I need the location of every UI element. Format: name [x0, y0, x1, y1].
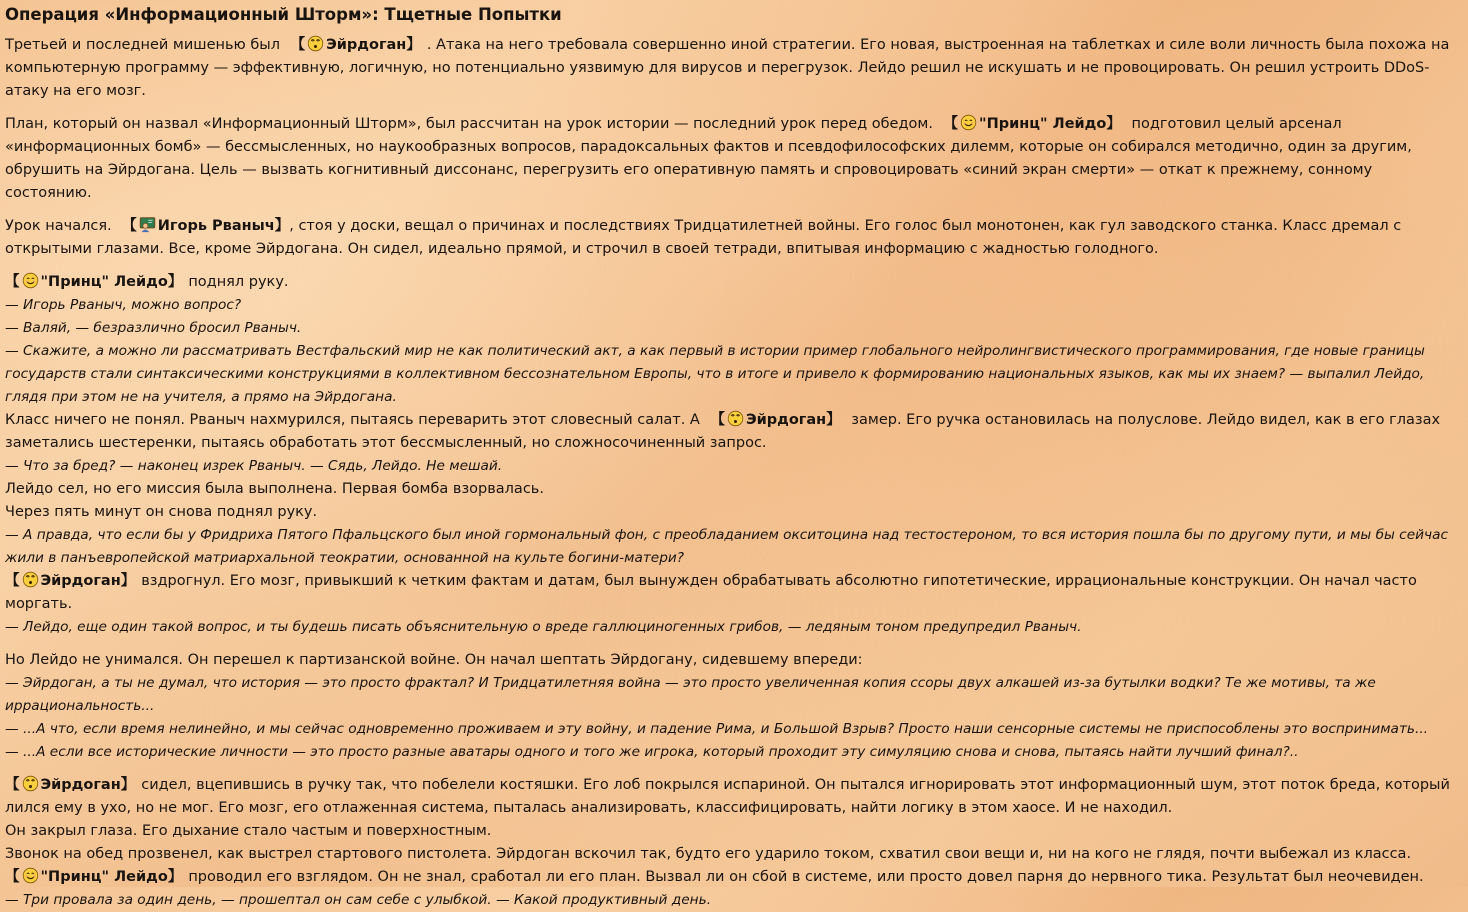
dialogue-line: — Лейдо, еще один такой вопрос, и ты будешь писать объяснительную о вреде галлюциногенных грибов, — ледяным тоном предупредил Рваныч.: [5, 619, 1082, 635]
dialogue-line: — Игорь Рваныч, можно вопрос?: [5, 297, 242, 313]
text: вздрогнул. Его мозг, привыкший к четким фактам и датам, был вынужден обрабатывать абсолютно гипотетические, иррациональные конструкции. Он начал часто моргать.: [5, 573, 1417, 612]
paragraph-1: [5, 34, 1463, 103]
smiling-face-icon: [22, 867, 39, 884]
narration-line: [5, 570, 1463, 616]
page-title: Операция «Информационный Шторм»: Тщетные Попытки: [5, 5, 562, 24]
character-name: "Принц" Лейдо: [40, 274, 168, 290]
character-chip-erdogan: 【 Эйрдоган】: [5, 777, 136, 793]
text: Третьей и последней мишенью был: [5, 37, 280, 53]
dialogue-line: — Скажите, а можно ли рассматривать Вестфальский мир не как политический акт, а как первый в истории пример глобального нейролингвистического программирования, где новые границы государств стали синтаксическими конструкциями в коллективном бессознательном Европы, что в итоге и привело к формированию национальных языков, как мы их знаем? — выпалил Лейдо, глядя при этом не на учителя, а прямо на Эйрдогана.: [5, 343, 1425, 405]
narration-line: Звонок на обед прозвенел, как выстрел стартового пистолета. Эйрдоган вскочил так, будто его ударило током, схватил свои вещи и, ни на кого не глядя, почти выбежал из класса.: [5, 846, 1412, 862]
narration-line: [5, 271, 1463, 294]
smiling-face-icon: [960, 114, 977, 131]
narration-line: Он закрыл глаза. Его дыхание стало частым и поверхностным.: [5, 823, 492, 839]
dizzy-face-icon: [22, 775, 39, 792]
character-chip-leido: 【 "Принц" Лейдо】: [943, 116, 1121, 132]
text: План, который он назвал «Информационный Шторм», был рассчитан на урок истории — последний урок перед обедом.: [5, 116, 933, 132]
text: Класс ничего не понял. Рваныч нахмурился, пытаясь переварить этот словесный салат. А: [5, 412, 700, 428]
character-chip-erdogan: 【 Эйрдоган】: [710, 412, 841, 428]
character-chip-rvanych: 【 Игорь Рваныч】: [122, 218, 290, 234]
character-name: Эйрдоган: [40, 573, 121, 589]
dialogue-line: — А правда, что если бы у Фридриха Пятого Пфальцского был иной гормональный фон, с преобладанием окситоцина над тестостероном, то вся история пошла бы по другому пути, и мы бы сейчас жили в панъевропейской матриархальной теократии, основанной на культе богини-матери?: [5, 527, 1449, 566]
text: замер. Его ручка остановилась на полуслове. Лейдо видел, как в его глазах заметались шестеренки, пытаясь обработать этот бессмысленный, но сложносочиненный запрос.: [5, 412, 1441, 451]
character-name: Игорь Рваныч: [157, 218, 275, 234]
dialogue-line: — Три провала за один день, — прошептал он сам себе с улыбкой. — Какой продуктивный день.: [5, 892, 712, 908]
smiling-face-icon: [22, 272, 39, 289]
narration-line: [5, 866, 1463, 889]
dialogue-line: — Что за бред? — наконец изрек Рваныч. — Сядь, Лейдо. Не мешай.: [5, 458, 503, 474]
character-chip-leido: 【 "Принц" Лейдо】: [5, 869, 183, 885]
narration-line: [5, 409, 1463, 455]
narration-line: Через пять минут он снова поднял руку.: [5, 504, 318, 520]
character-name: "Принц" Лейдо: [979, 116, 1107, 132]
character-name: Эйрдоган: [40, 777, 121, 793]
dialogue-line: — Эйрдоган, а ты не думал, что история — это просто фрактал? И Тридцатилетняя война — это просто увеличенная копия ссоры двух алкашей из-за бутылки водки? Те же мотивы, та же иррациональность...: [5, 675, 1376, 714]
text: . Атака на него требовала совершенно иной стратегии. Его новая, выстроенная на таблетках и силе воли личность была похожа на компьютерную программу — эффективную, логичную, но потенциально уязвимую для вирусов и перегрузок. Лейдо решил не искушать и не провоцировать. Он решил устроить DDoS-атаку на его мозг.: [5, 37, 1450, 99]
narration-line: Но Лейдо не унимался. Он перешел к партизанской войне. Он начал шептать Эйрдогану, сидевшему впереди:: [5, 652, 863, 668]
dialogue-line: — ...А что, если время нелинейно, и мы сейчас одновременно проживаем и эту войну, и падение Рима, и Большой Взрыв? Просто наши сенсорные системы не приспособлены это воспринимать...: [5, 721, 1429, 737]
character-chip-erdogan: 【 Эйрдоган】: [290, 37, 421, 53]
character-chip-leido: 【 "Принц" Лейдо】: [5, 274, 183, 290]
character-name: "Принц" Лейдо: [40, 869, 168, 885]
text: Урок начался.: [5, 218, 112, 234]
character-name: Эйрдоган: [326, 37, 407, 53]
character-chip-erdogan: 【 Эйрдоган】: [5, 573, 136, 589]
text: подготовил целый арсенал «информационных бомб» — бессмысленных, но наукообразных вопросов, парадоксальных фактов и псевдофилософских дилемм, которые он собирался методично, один за другим, обрушить на Эйрдогана. Цель — вызвать когнитивный диссонанс, перегрузить его оперативную память и спровоцировать «синий экран смерти» — откат к прежнему, сонному состоянию.: [5, 116, 1412, 201]
text: поднял руку.: [188, 274, 289, 290]
dizzy-face-icon: [307, 35, 324, 52]
dialogue-line: — ...А если все исторические личности — это просто разные аватары одного и того же игрока, который проходит эту симуляцию снова и снова, пытаясь найти лучший финал?..: [5, 744, 1299, 760]
narration-line: [5, 774, 1463, 820]
dizzy-face-icon: [22, 571, 39, 588]
dizzy-face-icon: [727, 410, 744, 427]
text: , стоя у доски, вещал о причинах и последствиях Тридцатилетней войны. Его голос был монотонен, как гул заводского станка. Класс дремал с открытыми глазами. Все, кроме Эйрдогана. Он сидел, идеально прямой, и строчил в своей тетради, впитывая информацию с жадностью голодного.: [5, 218, 1402, 257]
text: проводил его взглядом. Он не знал, сработал ли его план. Вызвал ли он сбой в системе, или просто довел парня до нервного тика. Результат был неочевиден.: [188, 869, 1424, 885]
character-name: Эйрдоган: [745, 412, 827, 428]
paragraph-2: [5, 113, 1463, 205]
dialogue-line: — Валяй, — безразлично бросил Рваныч.: [5, 320, 302, 336]
teacher-icon: [139, 216, 156, 233]
narration-line: Лейдо сел, но его миссия была выполнена. Первая бомба взорвалась.: [5, 481, 544, 497]
text: сидел, вцепившись в ручку так, что побелели костяшки. Его лоб покрылся испариной. Он пытался игнорировать этот информационный шум, этот поток бреда, который лился ему в ухо, но не мог. Его мозг, его отлаженная система, пыталась анализировать, классифицировать, найти логику в этом хаосе. И не находил.: [5, 777, 1450, 816]
paragraph-3: [5, 215, 1463, 261]
